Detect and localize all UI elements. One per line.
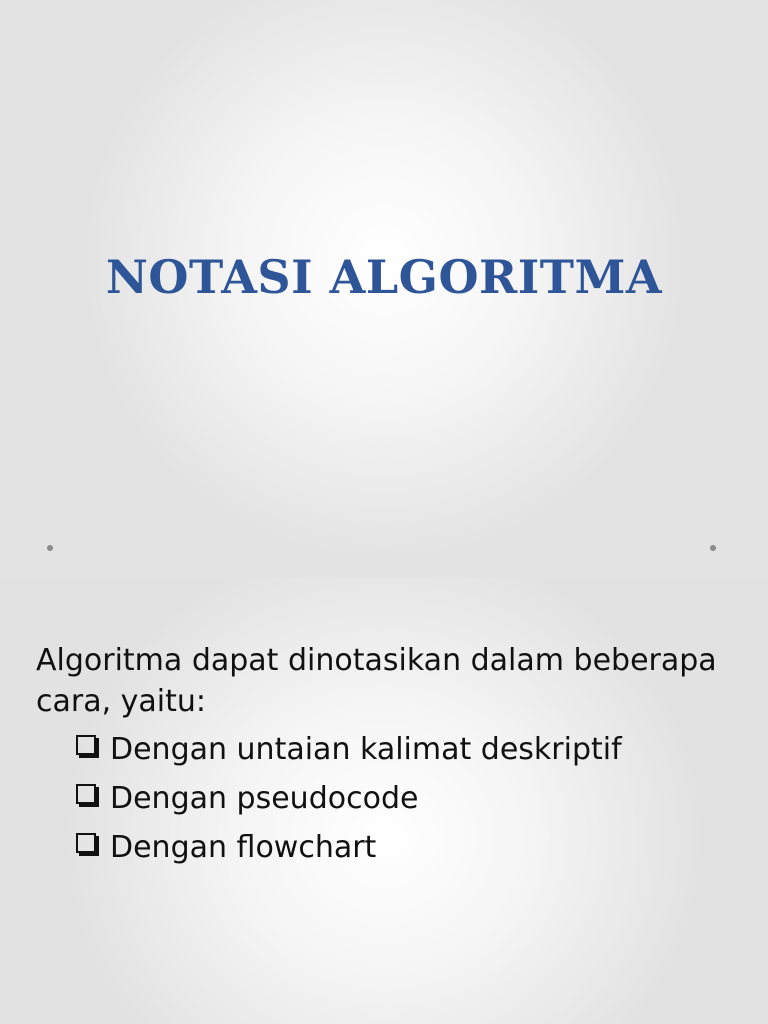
- list-item: [76, 725, 622, 774]
- notation-list: [76, 725, 622, 872]
- list-item-label: Dengan flowchart: [110, 830, 377, 865]
- checkbox-square-icon: [76, 735, 96, 755]
- list-item: [76, 774, 622, 823]
- list-item: [76, 823, 622, 872]
- list-item-label: Dengan untaian kalimat deskriptif: [110, 732, 622, 767]
- checkbox-square-icon: [76, 833, 96, 853]
- slide-title: NOTASI ALGORITMA: [105, 250, 663, 304]
- checkbox-square-icon: [76, 784, 96, 804]
- list-item-label: Dengan pseudocode: [110, 781, 419, 816]
- intro-paragraph: Algoritma dapat dinotasikan dalam beberapa cara, yaitu:: [36, 643, 717, 719]
- bullet-dot-icon: [710, 545, 716, 551]
- bullet-dot-icon: [47, 545, 53, 551]
